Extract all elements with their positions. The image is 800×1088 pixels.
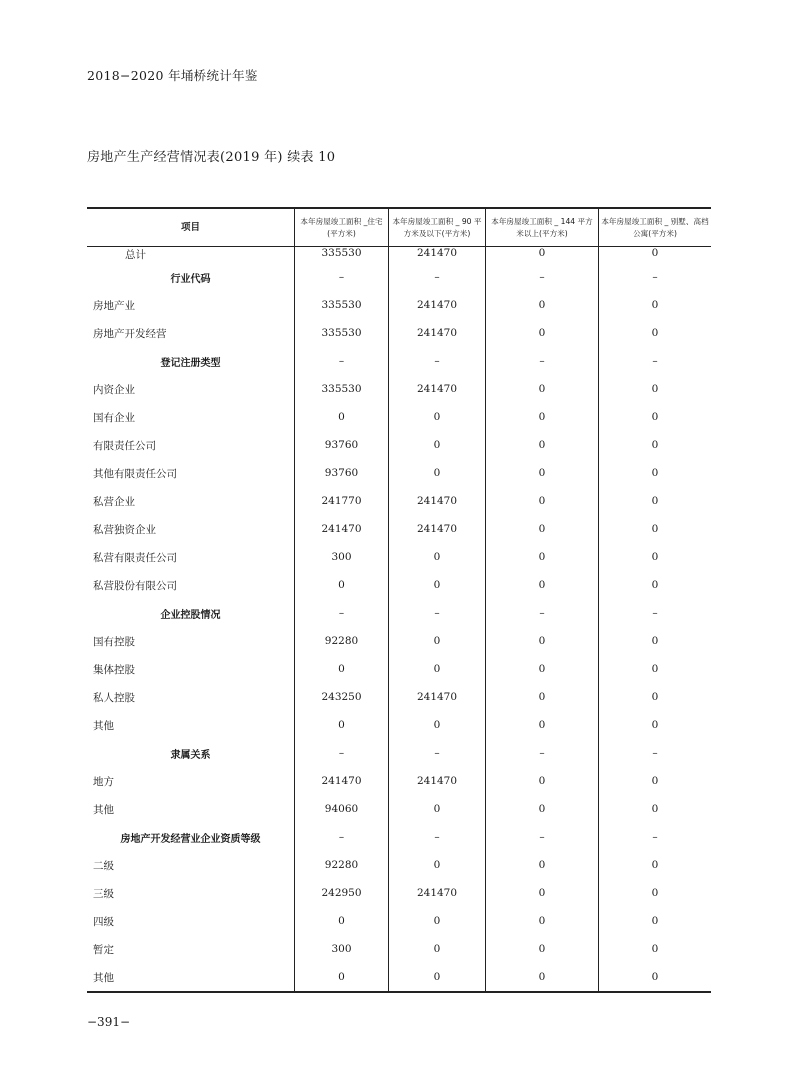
table-cell: –	[388, 347, 485, 375]
table-cell: 241470	[388, 879, 485, 907]
table-cell: 0	[485, 711, 598, 739]
table-row	[87, 963, 711, 991]
table-cell: 241470	[294, 767, 388, 795]
table-cell: 0	[388, 907, 485, 935]
table-cell: –	[598, 347, 711, 375]
table-cell: 0	[388, 627, 485, 655]
table-cell: 0	[485, 487, 598, 515]
table-cell: 0	[598, 375, 711, 403]
table-cell: 0	[598, 683, 711, 711]
row-label: 国有企业	[93, 411, 135, 424]
section-row	[87, 263, 711, 291]
table-cell: 0	[388, 543, 485, 571]
table-row	[87, 767, 711, 795]
table-cell: 300	[294, 935, 388, 963]
table-cell: –	[485, 739, 598, 767]
table-cell: –	[598, 599, 711, 627]
table-row	[87, 711, 711, 739]
table-cell: 0	[388, 795, 485, 823]
row-label: 私营有限责任公司	[93, 551, 177, 564]
table-cell: –	[485, 347, 598, 375]
table-cell: 0	[598, 879, 711, 907]
table-cell: 241470	[388, 375, 485, 403]
row-label: 暂定	[93, 943, 114, 956]
table-cell: 241470	[388, 515, 485, 543]
table-row	[87, 655, 711, 683]
table-cell: 0	[485, 627, 598, 655]
table-row	[87, 403, 711, 431]
row-label: 私营独资企业	[93, 523, 156, 536]
table-cell: –	[485, 599, 598, 627]
table-cell: 335530	[294, 247, 388, 263]
table-cell: 0	[598, 431, 711, 459]
column-header-90-below: 本年房屋竣工面积 _ 90 平方米及以下(平方米)	[388, 209, 485, 246]
table-cell: 0	[485, 683, 598, 711]
table-cell: 241470	[388, 291, 485, 319]
table-cell: 0	[388, 459, 485, 487]
table-cell: 0	[388, 655, 485, 683]
table-cell: –	[294, 263, 388, 291]
row-label: 其他有限责任公司	[93, 467, 177, 480]
table-row	[87, 935, 711, 963]
table-cell: 92280	[294, 627, 388, 655]
section-row	[87, 599, 711, 627]
table-cell: 0	[388, 963, 485, 991]
table-cell: 243250	[294, 683, 388, 711]
table-cell: 335530	[294, 375, 388, 403]
table-cell: 0	[598, 319, 711, 347]
table-cell: 0	[598, 935, 711, 963]
column-header-item: 项目	[180, 221, 200, 233]
table-cell: 241470	[388, 767, 485, 795]
row-label: 房地产开发经营	[93, 327, 167, 340]
table-row	[87, 291, 711, 319]
table-cell: 300	[294, 543, 388, 571]
row-label: 隶属关系	[170, 749, 211, 761]
table-cell: 0	[485, 247, 598, 263]
table-row	[87, 851, 711, 879]
table-cell: 0	[598, 963, 711, 991]
table-cell: 241470	[388, 247, 485, 263]
table-cell: 0	[388, 711, 485, 739]
table-cell: –	[598, 823, 711, 851]
table-cell: –	[485, 263, 598, 291]
table-cell: 0	[598, 543, 711, 571]
row-label: 二级	[93, 859, 114, 872]
column-header-villa: 本年房屋竣工面积 _ 别墅、高档公寓(平方米)	[598, 209, 711, 246]
column-header-residential: 本年房屋竣工面积 _住宅(平方米)	[294, 209, 388, 246]
table-cell: 241470	[388, 683, 485, 711]
table-row	[87, 515, 711, 543]
table-cell: 241470	[388, 319, 485, 347]
table-cell: 0	[388, 403, 485, 431]
row-label: 总计	[125, 249, 146, 261]
table-cell: 0	[485, 319, 598, 347]
table-cell: 0	[485, 935, 598, 963]
table-cell: –	[388, 263, 485, 291]
row-label: 行业代码	[170, 273, 211, 285]
table-cell: 0	[598, 627, 711, 655]
table-cell: 0	[294, 711, 388, 739]
table-cell: 241470	[388, 487, 485, 515]
table-cell: 0	[598, 795, 711, 823]
table-cell: 335530	[294, 319, 388, 347]
table-row	[87, 627, 711, 655]
row-label: 集体控股	[93, 663, 135, 676]
table-header	[87, 209, 711, 247]
table-row	[87, 571, 711, 599]
table-title: 房地产生产经营情况表(2019 年) 续表 10	[87, 150, 336, 165]
table-cell: 0	[598, 487, 711, 515]
running-head: 2018−2020 年埇桥统计年鉴	[87, 68, 258, 83]
row-label: 私人控股	[93, 691, 135, 704]
row-label: 四级	[93, 915, 114, 928]
row-label: 其他	[93, 971, 114, 984]
table-cell: –	[294, 347, 388, 375]
table-cell: 0	[598, 767, 711, 795]
table-row	[87, 683, 711, 711]
table-cell: 0	[598, 907, 711, 935]
table-cell: 0	[485, 291, 598, 319]
table-cell: 0	[485, 963, 598, 991]
table-cell: –	[388, 739, 485, 767]
row-label: 内资企业	[93, 383, 135, 396]
row-label: 其他	[93, 803, 114, 816]
data-table	[87, 207, 711, 993]
table-row	[87, 319, 711, 347]
table-cell: 94060	[294, 795, 388, 823]
table-cell: 0	[294, 655, 388, 683]
table-cell: 0	[598, 459, 711, 487]
row-label: 房地产开发经营业企业资质等级	[120, 833, 261, 845]
table-cell: –	[598, 739, 711, 767]
table-cell: 0	[294, 403, 388, 431]
table-row	[87, 907, 711, 935]
row-label: 登记注册类型	[160, 357, 221, 369]
table-cell: 241470	[294, 515, 388, 543]
table-cell: 0	[485, 375, 598, 403]
total-row	[87, 247, 711, 263]
table-cell: 0	[485, 767, 598, 795]
section-row	[87, 347, 711, 375]
page-number: −391−	[87, 1015, 131, 1029]
table-body	[87, 247, 711, 991]
table-cell: 0	[388, 571, 485, 599]
table-cell: 0	[598, 515, 711, 543]
table-cell: –	[294, 823, 388, 851]
section-row	[87, 823, 711, 851]
table-cell: 0	[485, 459, 598, 487]
table-cell: 0	[485, 879, 598, 907]
table-cell: 0	[294, 907, 388, 935]
table-cell: 0	[388, 935, 485, 963]
row-label: 房地产业	[93, 299, 135, 312]
table-cell: 93760	[294, 459, 388, 487]
table-cell: 0	[294, 963, 388, 991]
table-cell: 0	[485, 851, 598, 879]
row-label: 有限责任公司	[93, 439, 156, 452]
table-row	[87, 543, 711, 571]
table-cell: 241770	[294, 487, 388, 515]
table-cell: –	[388, 823, 485, 851]
table-cell: –	[485, 823, 598, 851]
table-cell: 0	[598, 247, 711, 263]
table-row	[87, 795, 711, 823]
table-cell: 93760	[294, 431, 388, 459]
table-cell: –	[294, 599, 388, 627]
table-cell: 92280	[294, 851, 388, 879]
table-cell: 0	[598, 851, 711, 879]
table-row	[87, 459, 711, 487]
table-cell: 335530	[294, 291, 388, 319]
table-cell: 0	[294, 571, 388, 599]
table-row	[87, 879, 711, 907]
table-cell: 0	[485, 543, 598, 571]
table-cell: 0	[485, 907, 598, 935]
table-cell: 0	[485, 795, 598, 823]
table-cell: –	[598, 263, 711, 291]
table-cell: 242950	[294, 879, 388, 907]
table-cell: 0	[485, 403, 598, 431]
column-header-144-above: 本年房屋竣工面积 _ 144 平方米以上(平方米)	[485, 209, 598, 246]
row-label: 私营股份有限公司	[93, 579, 177, 592]
row-label: 其他	[93, 719, 114, 732]
table-cell: 0	[598, 403, 711, 431]
table-cell: 0	[388, 851, 485, 879]
table-cell: 0	[485, 655, 598, 683]
table-row	[87, 375, 711, 403]
section-row	[87, 739, 711, 767]
table-cell: 0	[485, 571, 598, 599]
row-label: 国有控股	[93, 635, 135, 648]
table-row	[87, 431, 711, 459]
table-cell: 0	[388, 431, 485, 459]
row-label: 私营企业	[93, 495, 135, 508]
table-cell: 0	[598, 291, 711, 319]
table-cell: 0	[485, 515, 598, 543]
table-cell: –	[294, 739, 388, 767]
table-cell: 0	[598, 655, 711, 683]
row-label: 三级	[93, 887, 114, 900]
row-label: 地方	[93, 775, 114, 788]
table-cell: –	[388, 599, 485, 627]
table-row	[87, 487, 711, 515]
table-cell: 0	[485, 431, 598, 459]
table-cell: 0	[598, 711, 711, 739]
table-cell: 0	[598, 571, 711, 599]
row-label: 企业控股情况	[160, 609, 221, 621]
